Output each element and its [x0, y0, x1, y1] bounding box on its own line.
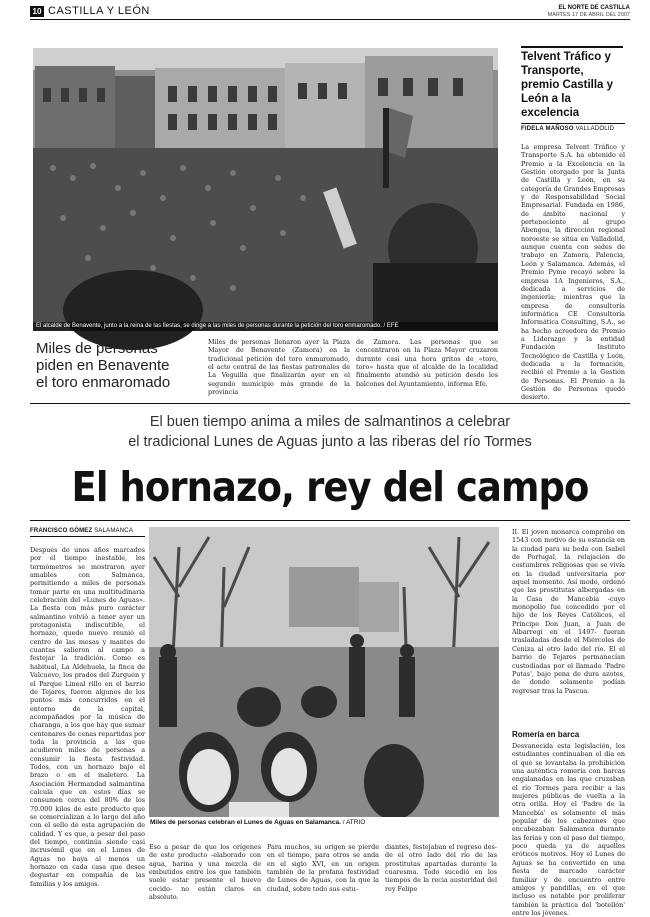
headline-line: el toro enmaromado: [36, 374, 171, 391]
lunes-caption-text: Miles de personas celebran el Lunes de Aguas en Salamanca.: [150, 819, 341, 826]
main-byline-name: FRANCISCO GÓMEZ: [30, 528, 93, 534]
benavente-photo-caption: [33, 322, 498, 331]
kicker-top-rule: [30, 403, 630, 404]
benavente-headline: [36, 340, 201, 391]
main-body-col4: diantes, festejaban el regreso des- de el otro lado del río de las prostitutas apartadas durante la cuaresma. Todo sucedió en los tiempos de la recia austeridad del rey Felipe: [385, 843, 497, 893]
photo-credit: / EFE: [383, 323, 399, 329]
benavente-body-col1: Miles de personas llenaron ayer la Plaza Mayor de Benavente (Zamora) en la tradicional petición del toro enmaromado, el acto central de las fiestas patronales de La Veguilla que finalizarán ayer en el segundo municipio más grande de la provincia: [208, 338, 350, 397]
lunes-de-aguas-photo: [149, 527, 499, 829]
main-body-col3: Para muchos, su origen se pierde en el tiempo, para otros se anda en el siglo XVI, en un origen también de la profana festividad de Lunes de Aguas, con la que la ciudad, sobre todo sus estu-: [267, 843, 379, 893]
main-body-col5: II. El joven monarca comprobó en 1543 con motivo de su estancia en la ciudad para su boda con Isabel de Portugal, la relajación de costumbres religiosas que se vivía en la ciudad universitaria por aquel momento. Así modo, ordenó que las prostitutas albergadas en la Casa de Mancebía -cuyo monopolio fue concedido por el hijo de los Reyes Católicos, el Príncipe Don Juan, a Juan de Albarregi en el 1497- fueran trasladadas desde el Miércoles de Ceniza al otro lado del río. El el barrio de Tejares permanecían custodiadas por el llamado 'Padre Putas', bajo pena de dura azotes, de donde solamente podían regresar tras la Pascua.: [512, 528, 625, 695]
benavente-body-col2: de Zamora. Las personas que se concentraron en la Plaza Mayor cruzaron durante casi una hora gritos de «toro, toro» hasta que el alcalde de la localidad finalmente atendió su petición desde los balcones del Ayuntamiento, informa Efe.: [356, 338, 498, 388]
sidebar-byline-name: FIDELA MAÑOSO: [521, 126, 574, 132]
page-number: 10: [30, 6, 44, 17]
headline-bottom-rule: [30, 520, 630, 521]
main-body-col5b: Desvanecida esta legislación, los estudiantes continuaban el día en el que se levantaba la prohibición una auténtica romería con barcas engalanadas en las que cruzaban el río Tormes para recibir a las mujeres públicas de vuelta a la otra orilla. Hoy el 'Padre de la Mancebía' es solamente el más popular de los cabezones que encabezaban Salamanca durante las ferias y con el paso del tiempo, poco queda ya de aquellos eróticos motivos. Hoy el Lunes de Aguas se ha convertido en una fiesta de marcado carácter familiar y de encuentro entre amigos y pandillas, en el que incluso es notable por proliferar también la práctica del 'botellón' entre los jóvenes.: [512, 742, 625, 917]
lunes-photo-credit: / ATRIO: [342, 819, 366, 826]
main-byline: [30, 528, 145, 537]
headline-line: piden en Benavente: [36, 357, 170, 374]
sidebar-byline: [521, 123, 625, 132]
benavente-photo: [33, 48, 498, 331]
section-title: CASTILLA Y LEÓN: [48, 5, 150, 17]
kicker: [30, 412, 630, 452]
sidebar-top-rule: [521, 46, 623, 48]
main-headline: El hornazo, rey del campo: [71, 463, 589, 511]
kicker-line: el tradicional Lunes de Aguas junto a las riberas del río Tormes: [128, 434, 532, 450]
lunes-photo-caption: [149, 817, 499, 829]
subhead: Romería en barca: [512, 730, 580, 739]
photo-caption-text: El alcalde de Benavente, junto a la reina de las fiestas, se dirige a las miles de personas durante la petición del toro enmaromado.: [36, 323, 382, 329]
crowd-square-illustration: [33, 48, 498, 331]
page-header: [30, 5, 630, 19]
main-body-col2: Eso a pesar de que los orígenes de este producto -elaborado con agua, harina y una mezcla de embutidos entre los que también suele estar presente el huevo cocido- no están claros en absoluto.: [149, 843, 261, 902]
header-rule: [30, 19, 630, 20]
sidebar-title: Telvent Tráfico y Transporte, premio Castilla y León a la excelencia: [521, 51, 614, 119]
date: MARTES 17 DE ABRIL DEL 2007: [547, 12, 630, 18]
masthead: EL NORTE DE CASTILLA: [558, 5, 630, 11]
sidebar-body: La empresa Telvent Tráfico y Transporte S.A. ha obtenido el Premio a la Excelencia en la Gestión otorgado por la Junta de Castilla y León, en su categoría de Grandes Empresas y de Responsabilidad Social Empresarial. Fundada en 1986, de ámbito nacional y perteneciente al grupo Abengoa, la dirección regional noroeste se sitúa en Valladolid, aunque cuenta con sedes de trabajo en Zamora, Palencia, León y Salamanca. Además, el Premio Pyme recayó sobre la empresa 1A Ingenieros, S.A., dedicada a servicios de ingeniería; mientras que la empresa de consultoría informática CE Consultoría Informática Consulting, S.A., se ha hecho acreedora de Premio a Liderazgo y la entidad Fundación Instituto Tecnológico de Castilla y León, dedicada a la formación, recibió el Premio a la Gestión de Personas. El Premio a la Gestión de Personas quedó desierto.: [521, 143, 625, 402]
park-picnic-illustration: [149, 527, 499, 829]
kicker-line: El buen tiempo anima a miles de salmantinos a celebrar: [149, 414, 511, 430]
headline-line: Miles de personas: [36, 340, 158, 357]
main-byline-place: SALAMANCA: [94, 528, 134, 534]
sidebar-byline-place: VALLADOLID: [575, 126, 615, 132]
main-body-col1: Después de unos años marcados por el tiempo inestable, los termómetros se mostraron ayer amables con Salmanca, permitiendo a miles de personas tomar parte en una multitudinaria celebración del «Lunes de Aguas». La fiesta con más puro carácter salmantino volvió a tener ayer un protagonista indiscutible, el hornazo, quede nuevo reunió el centro de las mesas y mantes de cuantas salieron al campo a festejar la tradición. Como es habitual, La Aldehuela, la finca de Valcuevo, los prados del Zurguén y el Parque Lineal rillo en el barrio de Tejares, fueron algunos de los puntos más concurridos en el entorno de la capital, acompañados por la música de charanga, a los que hay que sumar centenares de cenas repartidas por toda la provincia a las que acudieron miles de personas a consumir la fiesta festividad. Todos, con un hornazo bajo el brazo o en el maletero. La Asociación Hermandad salmantina calcula que en estos días se consumen cerca del 80% de los 70.000 kilos de este producto que se comercializan a lo largo del año con el sello de esta agrupación de calidad. Y es que, a pesar del paso del tiempo, continúa siendo casi incrusómil que en el Lunes de Aguas no haya al menos un hornazo en cada casa que desee degustar en compañía de las familias y los amigos.: [30, 546, 146, 888]
